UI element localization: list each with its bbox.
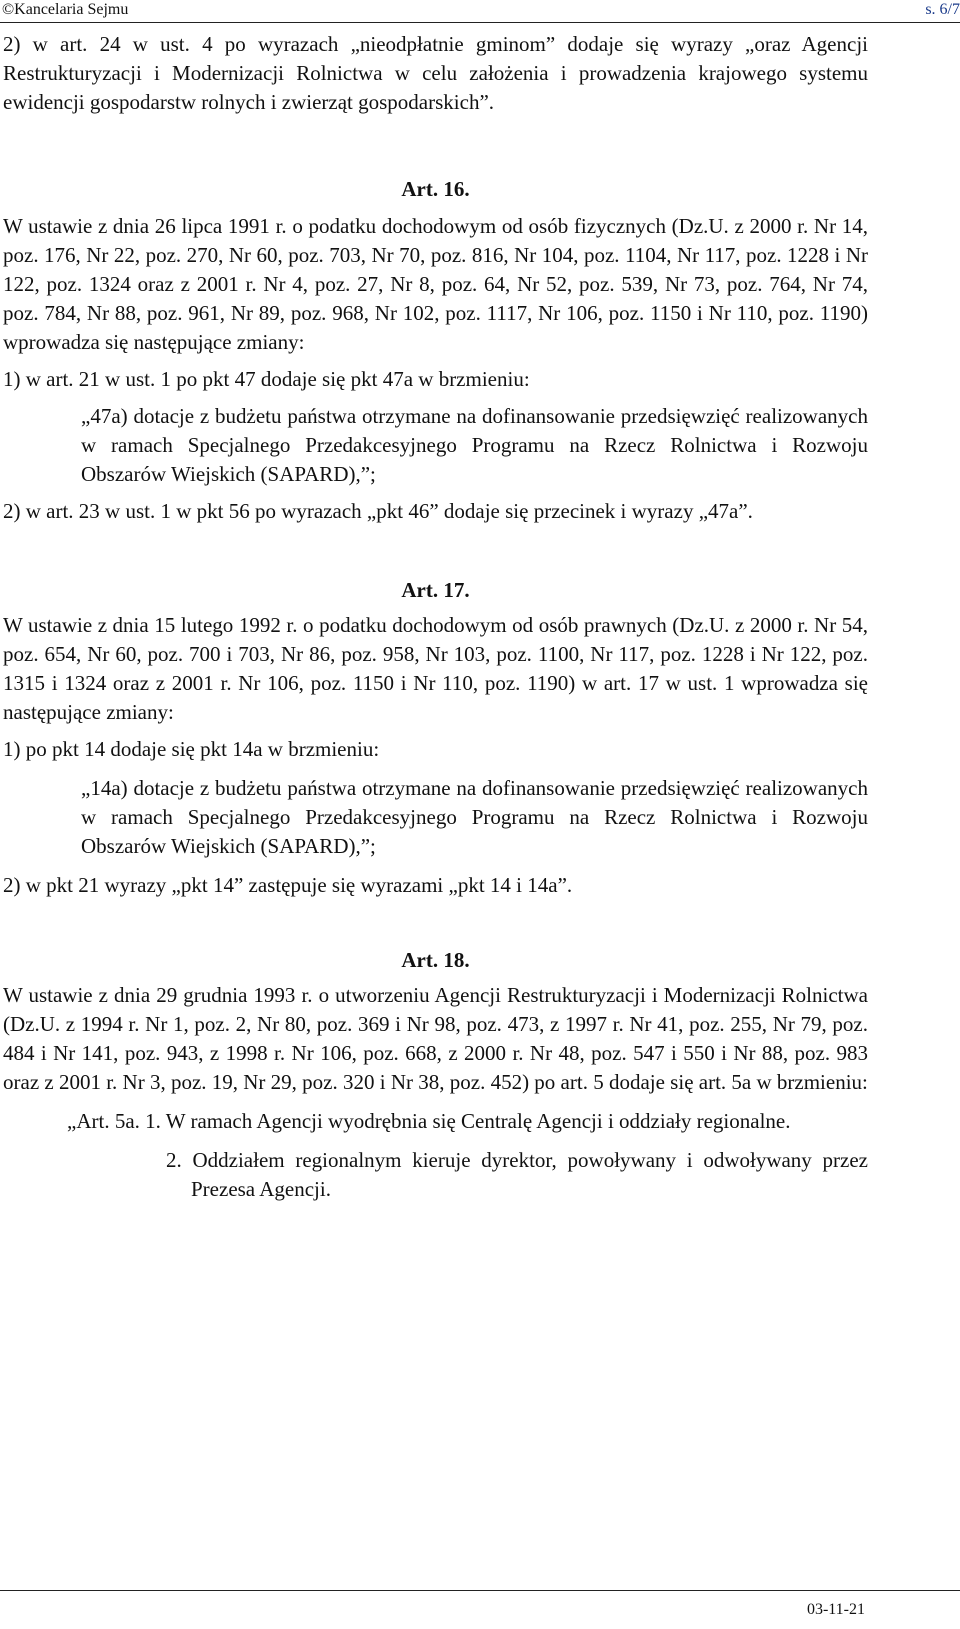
art16-item1: 1) w art. 21 w ust. 1 po pkt 47 dodaje się pkt 47a w brzmieniu:	[3, 367, 530, 391]
art15-item2: 2) w art. 24 w ust. 4 po wyrazach „nieodpłatnie gminom” dodaje się wyrazy „oraz Agencji Restrukturyzacji i Modernizacji Rolnictwa w celu założenia i prowadzenia krajowego systemu ewidencji gospodarstw rolnych i zwierząt gospodarskich”.	[3, 32, 868, 114]
art16-quote	[3, 402, 868, 489]
footer-date: 03-11-21	[806, 1601, 865, 1618]
art16-quote-text: „47a) dotacje z budżetu państwa otrzymane na dofinansowanie przedsięwzięć realizowanych w ramach Specjalnego Przedakcesyjnego Programu na Rzecz Rolnictwa i Rozwoju Obszarów Wiejskich (SAPARD),”;	[81, 404, 868, 486]
header-source: ©Kancelaria Sejmu	[2, 1, 129, 18]
art16-intro: W ustawie z dnia 26 lipca 1991 r. o podatku dochodowym od osób fizycznych (Dz.U. z 2000 r. Nr 14, poz. 176, Nr 22, poz. 270, Nr 60, poz. 703, Nr 70, poz. 816, Nr 104, poz. 1104, Nr 117, poz. 1228 i Nr 122, poz. 1324 oraz z 2001 r. Nr 4, poz. 27, Nr 8, poz. 64, Nr 52, poz. 539, Nr 73, poz. 764, Nr 74, poz. 784, Nr 88, poz. 961, Nr 89, poz. 968, Nr 102, poz. 1117, Nr 106, poz. 1150 i Nr 110, poz. 1190) wprowadza się następujące zmiany:	[3, 214, 868, 354]
art17-item1: 1) po pkt 14 dodaje się pkt 14a w brzmieniu:	[3, 737, 380, 761]
art18-intro: W ustawie z dnia 29 grudnia 1993 r. o utworzeniu Agencji Restrukturyzacji i Modernizacji Rolnictwa (Dz.U. z 1994 r. Nr 1, poz. 2, Nr 80, poz. 369 i Nr 98, poz. 473, z 1997 r. Nr 41, poz. 255, Nr 79, poz. 484 i Nr 141, poz. 943, z 1998 r. Nr 106, poz. 668, z 2000 r. Nr 48, poz. 547 i 550 i Nr 88, poz. 983 oraz z 2001 r. Nr 3, poz. 19, Nr 29, poz. 320 i Nr 38, poz. 452) po art. 5 dodaje się art. 5a w brzmieniu:	[3, 983, 868, 1094]
document-content	[3, 30, 868, 1204]
art17-item2: 2) w pkt 21 wyrazy „pkt 14” zastępuje się wyrazami „pkt 14 i 14a”.	[3, 873, 573, 897]
art17-title: Art. 17.	[401, 578, 470, 602]
page-header	[0, 0, 960, 23]
art17-intro: W ustawie z dnia 15 lutego 1992 r. o podatku dochodowym od osób prawnych (Dz.U. z 2000 r. Nr 54, poz. 654, Nr 60, poz. 700 i 703, Nr 86, poz. 958, Nr 103, poz. 1100, Nr 117, poz. 1228 i Nr 122, poz. 1315 i 1324 oraz z 2001 r. Nr 106, poz. 1150 i Nr 110, poz. 1190) w art. 17 w ust. 1 wprowadza się następujące zmiany:	[3, 613, 868, 724]
art18-quote-2: 2. Oddziałem regionalnym kieruje dyrektor, powoływany i odwoływany przez Prezesa Agencji.	[166, 1148, 868, 1201]
art17-quote-text: „14a) dotacje z budżetu państwa otrzymane na dofinansowanie przedsięwzięć realizowanych w ramach Specjalnego Przedakcesyjnego Programu na Rzecz Rolnictwa i Rozwoju Obszarów Wiejskich (SAPARD),”;	[81, 776, 868, 858]
art18-title: Art. 18.	[401, 948, 470, 972]
art16-item2: 2) w art. 23 w ust. 1 w pkt 56 po wyrazach „pkt 46” dodaje się przecinek i wyrazy „47a”.	[3, 499, 753, 523]
art17-quote	[3, 774, 868, 861]
art18-quote-1: „Art. 5a. 1. W ramach Agencji wyodrębnia się Centralę Agencji i oddziały regionalne.	[67, 1109, 791, 1133]
art16-title: Art. 16.	[401, 177, 470, 201]
page-number: s. 6/7	[925, 1, 960, 18]
page-footer	[0, 1590, 960, 1629]
